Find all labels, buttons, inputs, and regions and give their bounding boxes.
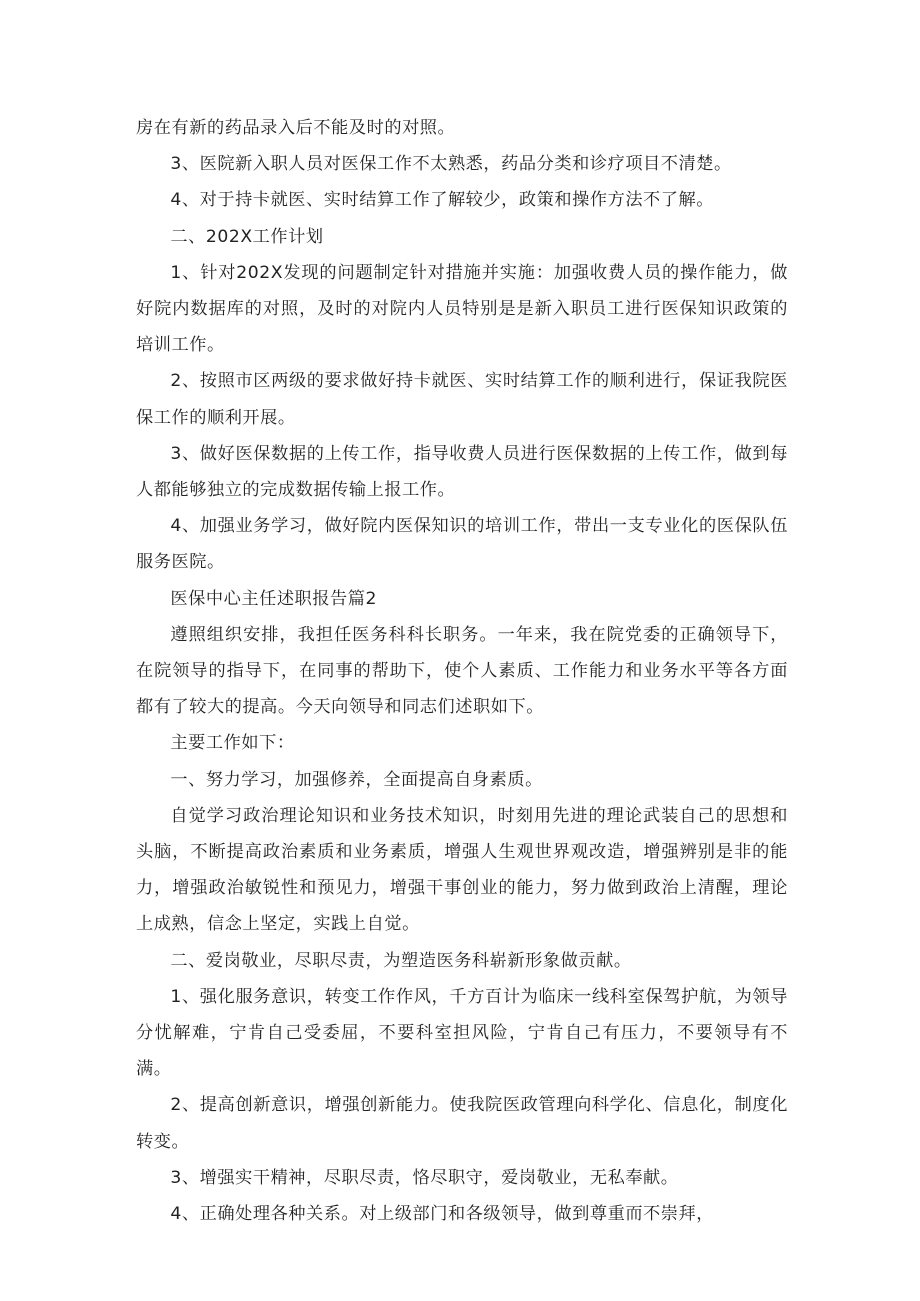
- paragraph-intro: 遵照组织安排，我担任医务科科长职务。一年来，我在院党委的正确领导下，在院领导的指导下，在同事的帮助下，使个人素质、工作能力和业务水平等各方面都有了较大的提高。今天向领导和同志们述职如下。: [136, 624, 788, 718]
- paragraph-dedication-2: 2、提高创新意识，增强创新能力。使我院医政管理向科学化、信息化，制度化转变。: [136, 1095, 788, 1152]
- document-body: [136, 110, 788, 1232]
- section-heading-main-work: 主要工作如下：: [170, 733, 295, 754]
- paragraph-plan-3: 3、做好医保数据的上传工作，指导收费人员进行医保数据的上传工作，做到每人都能够独立的完成数据传输上报工作。: [136, 443, 788, 501]
- paragraph-dedication-1: 1、强化服务意识，转变工作作风，千方百计为临床一线科室保驾护航，为领导分忧解难，宁肯自己受委屈，不要科室担风险，宁肯自己有压力，不要领导有不满。: [136, 986, 788, 1080]
- section-heading-dedication: 二、爱岗敬业，尽职尽责，为塑造医务科崭新形象做贡献。: [170, 950, 632, 971]
- paragraph-dedication-3: 3、增强实干精神，尽职尽责，恪尽职守，爱岗敬业，无私奉献。: [170, 1167, 679, 1188]
- paragraph-plan-2: 2、按照市区两级的要求做好持卡就医、实时结算工作的顺利进行，保证我院医保工作的顺利开展。: [136, 371, 788, 428]
- paragraph-continuation: 房在有新的药品录入后不能及时的对照。: [136, 118, 456, 138]
- section-heading-work-plan: 二、202X工作计划: [170, 226, 324, 247]
- paragraph-study: 自觉学习政治理论知识和业务技术知识，时刻用先进的理论武装自己的思想和头脑，不断提高政治素质和业务素质，增强人生观世界观改造，增强辨别是非的能力，增强政治敏锐性和预见力，增强干事创业的能力，努力做到政治上清醒，理论上成熟，信念上坚定，实践上自觉。: [136, 805, 788, 935]
- paragraph-plan-1: 1、针对202X发现的问题制定针对措施并实施：加强收费人员的操作能力，做好院内数据库的对照，及时的对院内人员特别是是新入职员工进行医保知识政策的培训工作。: [136, 262, 788, 356]
- paragraph-issue-3: 3、医院新入职人员对医保工作不太熟悉，药品分类和诊疗项目不清楚。: [170, 154, 732, 175]
- paragraph-dedication-4: 4、正确处理各种关系。对上级部门和各级领导，做到尊重而不崇拜，: [170, 1204, 715, 1225]
- paragraph-issue-4: 4、对于持卡就医、实时结算工作了解较少，政策和操作方法不了解。: [170, 190, 715, 211]
- section-heading-study: 一、努力学习，加强修养，全面提高自身素质。: [170, 769, 543, 790]
- report-title-part-2: 医保中心主任述职报告篇2: [170, 588, 377, 609]
- paragraph-plan-4: 4、加强业务学习，做好院内医保知识的培训工作，带出一支专业化的医保队伍服务医院。: [136, 516, 788, 573]
